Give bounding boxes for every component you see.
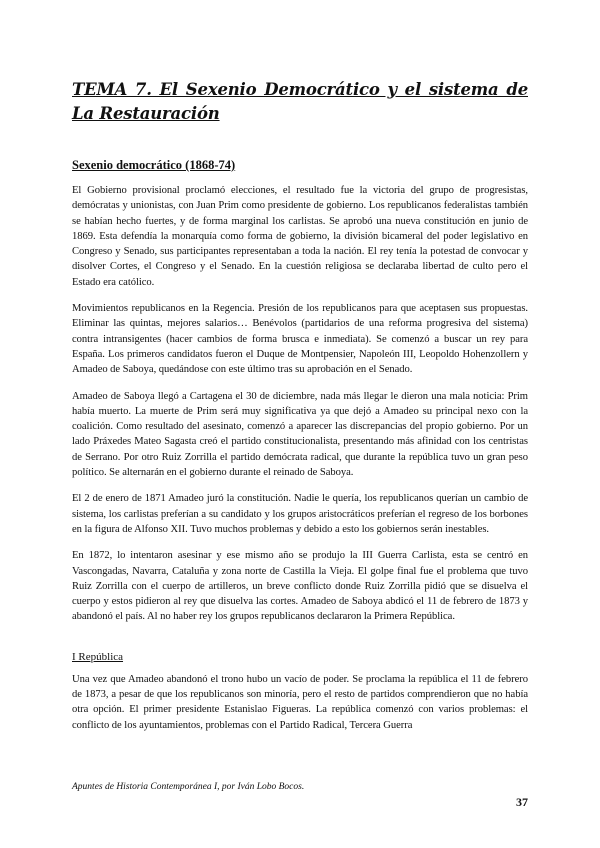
document-title: TEMA 7. El Sexenio Democrático y el sistema de La Restauración bbox=[72, 80, 528, 123]
page-number: 37 bbox=[516, 795, 528, 809]
paragraph: El 2 de enero de 1871 Amadeo juró la constitución. Nadie le quería, los republicanos querían un cambio de sistema, los carlistas preferían a su candidato y los grupos aristocráticos preferían el regreso de los borbones en la figura de Alfonso XII. Tuvo muchos problemas y debido a esto los gobiernos serán inestables. bbox=[72, 493, 528, 535]
footer-credit: Apuntes de Historia Contemporánea I, por Iván Lobo Bocos. bbox=[72, 782, 305, 792]
paragraph: Amadeo de Saboya llegó a Cartagena el 30 de diciembre, nada más llegar le dieron una mala noticia: Prim había muerto. La muerte de Prim será muy significativa ya que dejó a Amadeo su principal nexo con la coalición. Como resultado del asesinato, comenzó a aparecer las discrepancias del propio gobierno. Por un lado Práxedes Mateo Sagasta creó el partido constitucionalista, presentando más afinidad con los centristas de Serrano. Por otro Ruiz Zorrilla el partido demócrata radical, que durante la república tuvo un gran peso político. Se alternarán en el gobierno durante el reinado de Saboya. bbox=[72, 390, 528, 479]
subsection-heading-i-republica: I República bbox=[72, 650, 124, 663]
document-page bbox=[72, 78, 528, 744]
section-heading-sexenio: Sexenio democrático (1868-74) bbox=[72, 158, 236, 172]
paragraph: Una vez que Amadeo abandonó el trono hubo un vacío de poder. Se proclama la república el 11 de febrero de 1873, a pesar de que los republicanos son minoría, pero el resto de partidos comprendieron que no había otra opción. El primer presidente Estanislao Figueras. La república comenzó con varios problemas: el conflicto de los ayuntamientos, problemas con el Partido Radical, Tercera Guerra bbox=[72, 673, 528, 731]
paragraph: Movimientos republicanos en la Regencia. Presión de los republicanos para que aceptasen sus propuestas. Eliminar las quintas, mejores salarios… Benévolos (partidarios de una reforma progresiva del sistema) contra intransigentes (hacer cambios de forma brusca e inmediata). Se comenzó a buscar un rey para España. Los primeros candidatos fueron el Duque de Montpensier, Napoleón III, Leopoldo Hohenzollern y Amadeo de Saboya, quedándose con este último tras su aprobación en el Senado. bbox=[72, 303, 528, 376]
paragraph: El Gobierno provisional proclamó elecciones, el resultado fue la victoria del grupo de progresistas, demócratas y unionistas, con Juan Prim como presidente de gobierno. Los republicanos federalistas también se habían hecho fuertes, y de forma marginal los carlistas. Se aprobó una nueva constitución en junio de 1869. Esta defendía la monarquía como forma de gobierno, la división bicameral del poder legislativo en Congreso y Senado, sus participantes representaban a toda la nación. El rey tenía la potestad de convocar y disolver Cortes, el Congreso y el Senado. En la cuestión religiosa se declaraba libertad de culto pero el Estado era católico. bbox=[72, 185, 528, 288]
paragraph: En 1872, lo intentaron asesinar y ese mismo año se produjo la III Guerra Carlista, esta se centró en Vascongadas, Navarra, Cataluña y zona norte de Castilla la Vieja. El golpe final fue el problema que tuvo Ruiz Zorrilla con el cuerpo de artilleros, un breve conflicto donde Ruiz Zorrilla pidió que se disuelva el cuerpo y estos pidieron al rey que disuelva las cortes. Amadeo de Saboya abdicó el 11 de febrero de 1873 y abandonó el país. Al no haber rey los grupos republicanos declararon la Primera República. bbox=[72, 550, 528, 623]
